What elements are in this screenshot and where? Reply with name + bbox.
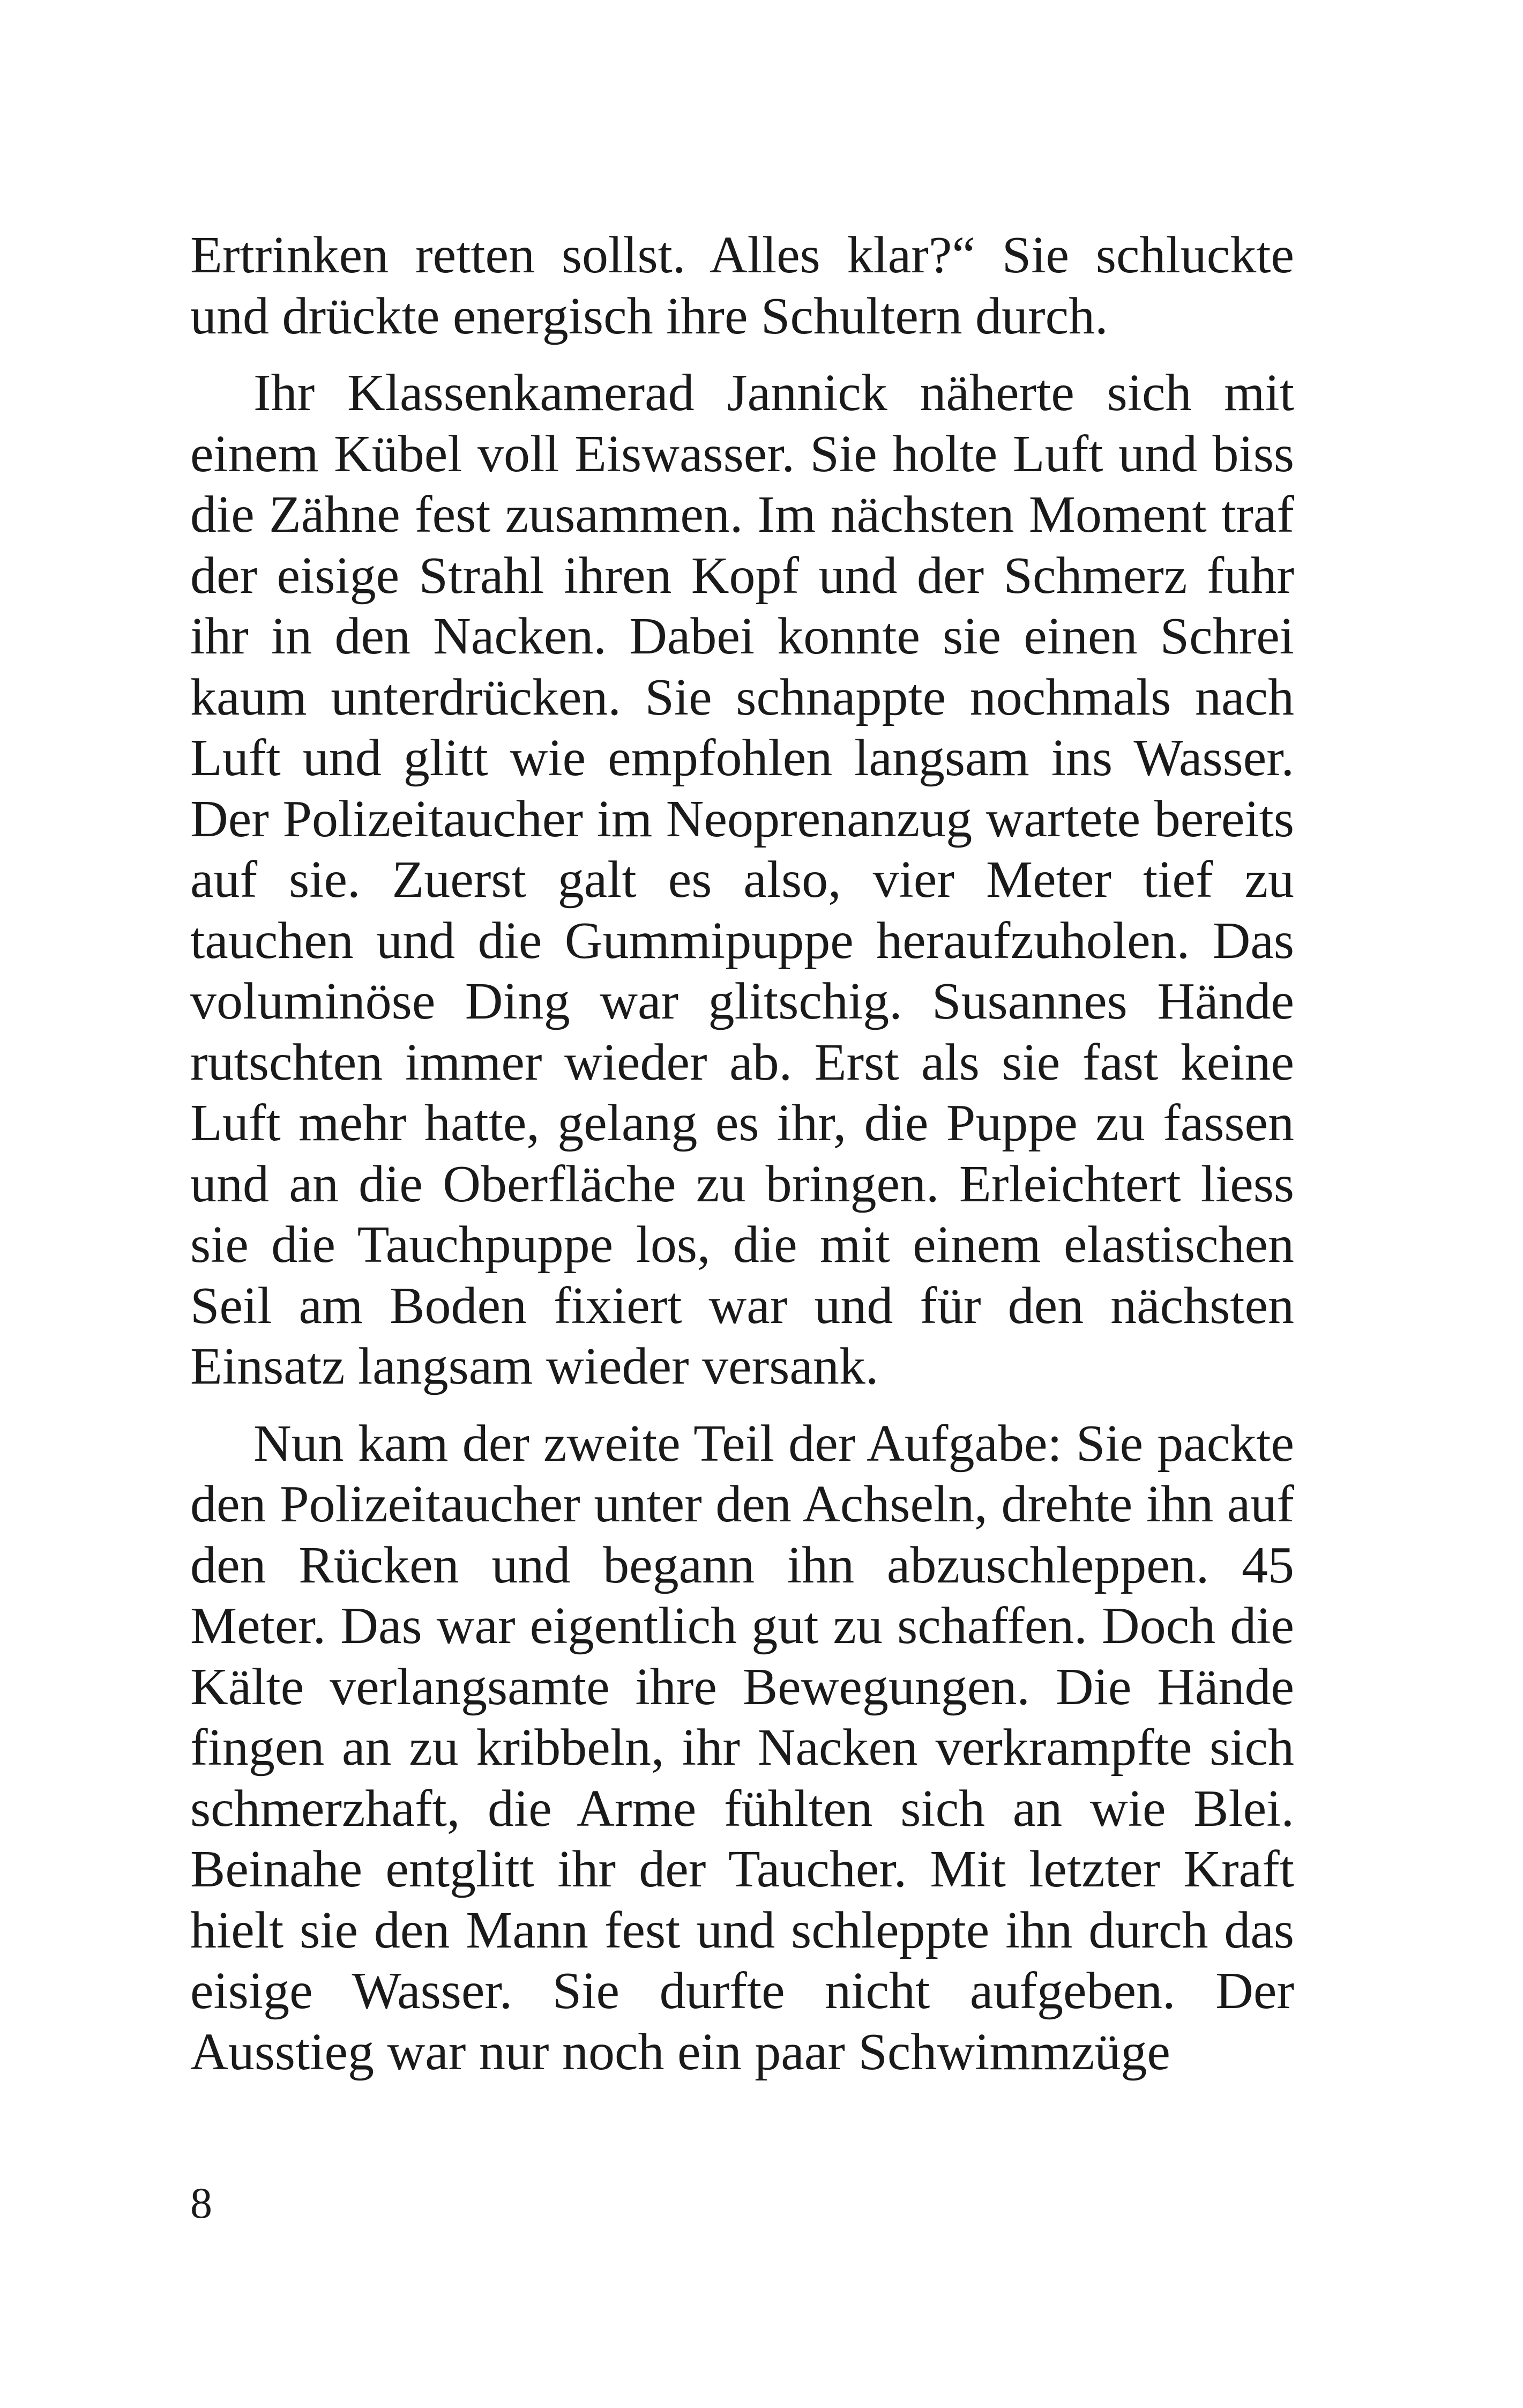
page-number: 8 (190, 2179, 212, 2227)
paragraph-3: Nun kam der zweite Teil der Aufgabe: Sie packte den Polizeitaucher unter den Achseln, drehte ihn auf den Rücken und begann ihn abzuschleppen. 45 Meter. Das war eigentlich gut zu schaffen. Doch die Kälte verlangsamte ihre Bewegungen. Die Hände fingen an zu kribbeln, ihr Nacken verkrampfte sich schmerzhaft, die Arme fühlten sich an wie Blei. Beinahe entglitt ihr der Taucher. Mit letzter Kraft hielt sie den Mann fest und schleppte ihn durch das eisige Wasser. Sie durfte nicht aufgeben. Der Ausstieg war nur noch ein paar Schwimmzüge (190, 1414, 1294, 2081)
paragraph-1: Ertrinken retten sollst. Alles klar?“ Sie schluckte und drückte energisch ihre Schultern durch. (190, 226, 1294, 345)
paragraph-2: Ihr Klassenkamerad Jannick näherte sich mit einem Kübel voll Eiswasser. Sie holte Luft und biss die Zähne fest zusammen. Im nächsten Moment traf der eisige Strahl ihren Kopf und der Schmerz fuhr ihr in den Nacken. Dabei konnte sie einen Schrei kaum unterdrücken. Sie schnappte nochmals nach Luft und glitt wie empfohlen langsam ins Wasser. Der Polizeitaucher im Neoprenanzug wartete bereits auf sie. Zuerst galt es also, vier Meter tief zu tauchen und die Gummipuppe heraufzuholen. Das voluminöse Ding war glitschig. Susannes Hände rutschten immer wieder ab. Erst als sie fast keine Luft mehr hatte, gelang es ihr, die Puppe zu fassen und an die Oberfläche zu bringen. Erleichtert liess sie die Tauchpuppe los, die mit einem elastischen Seil am Boden fixiert war und für den nächsten Einsatz langsam wieder versank. (190, 364, 1294, 1395)
body-text (190, 225, 1294, 2083)
